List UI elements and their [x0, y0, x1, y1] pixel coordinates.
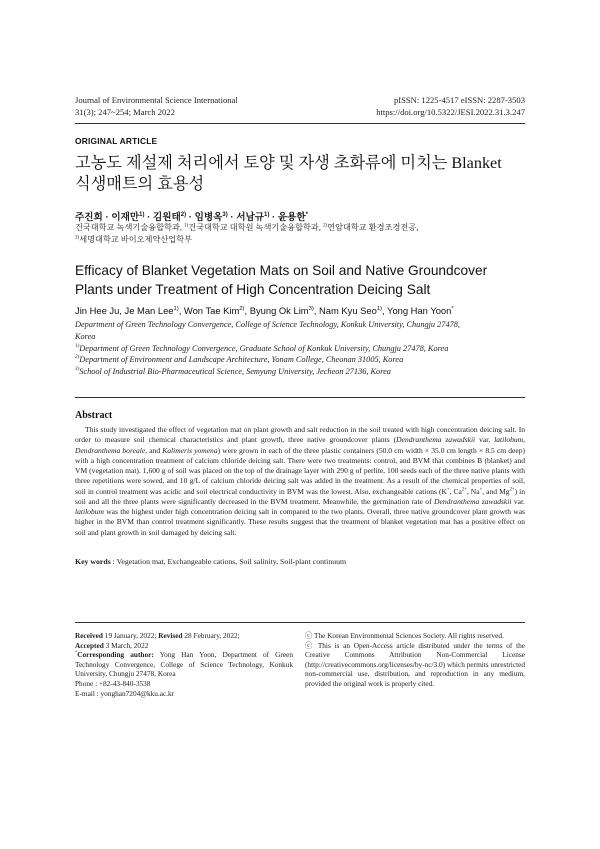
korean-title-line-1: 고농도 제설제 처리에서 토양 및 자생 초화류에 미치는 Blanket	[75, 154, 502, 172]
author-affil-mark: 3)	[308, 305, 314, 312]
korean-authors	[75, 209, 308, 223]
email[interactable]: E-mail : yonghan7204@kku.ac.kr	[75, 688, 175, 698]
ion-charge: 2+	[461, 486, 467, 492]
english-author: Won Tae Kim	[183, 305, 240, 316]
affil-mark: 1)	[183, 222, 189, 229]
english-title	[75, 262, 530, 299]
author-affil-mark: *	[305, 211, 308, 218]
english-author: Yong Han Yoon	[387, 305, 452, 316]
author-separator: ·	[269, 212, 278, 223]
author-separator: ·	[102, 212, 112, 223]
affil-1	[75, 343, 525, 355]
ion-charge: 2+	[509, 486, 515, 492]
revised-date: 28 February, 2022;	[182, 631, 240, 640]
affil-main-line-1: Department of Green Technology Convergence, College of Science Technology, Konkuk University, Chungju 27478,	[75, 320, 460, 329]
author-affil-mark: 3)	[222, 211, 228, 218]
corr-mark: *	[75, 649, 78, 655]
abstract-body	[75, 425, 525, 538]
author-affil-mark: 1)	[376, 305, 382, 312]
korean-author: 임병옥	[194, 212, 223, 223]
korean-affil: 건국대학교 녹색기술융합학과,	[75, 223, 184, 232]
species-name: Kalimeris yomena	[162, 445, 218, 455]
english-title-line-2: Plants under Treatment of High Concentration Deicing Salt	[75, 281, 431, 297]
korean-affiliations	[75, 222, 525, 245]
species-name: Dendranthema zawadskii	[434, 496, 512, 506]
issn: pISSN: 1225-4517 eISSN: 2287-3503	[393, 95, 525, 105]
accepted-date: 3 March, 2022	[103, 640, 149, 650]
journal-header-right	[376, 95, 525, 118]
author-affil-mark: 2)	[239, 305, 245, 312]
received-date: 19 January, 2022;	[102, 631, 159, 640]
korean-author: 서남규	[236, 212, 265, 223]
corr-text: Yong Han Yoon, Department of Green Technology Convergence, College of Science Technology, Konkuk University, Chungju 27478, Korea	[75, 650, 293, 679]
dates-line-2	[75, 641, 293, 651]
affil-mark: 2)	[322, 222, 328, 229]
affil-3	[75, 366, 525, 378]
affil-text: Department of Environment and Landscape Architecture, Yonam College, Cheonan 31005, Korea	[79, 355, 404, 365]
korean-author: 이재만	[111, 212, 140, 223]
affil-text: School of Industrial Bio-Pharmaceutical Science, Semyung University, Jecheon 27136, Korea	[79, 367, 391, 377]
corr-label: Corresponding author:	[77, 650, 154, 660]
korean-affil: 건국대학교 대학원 녹색기술융합학과,	[188, 223, 323, 232]
species-name: Dendranthema zawadskii	[396, 435, 476, 445]
phone: Phone : +82-43-840-3538	[75, 678, 151, 688]
abstract-text: ) in soil and all the three plants were significantly decreased in the BVM treatment. Meanwhile, the germination rate of	[75, 486, 525, 506]
keywords	[75, 557, 525, 566]
affil-mark: 2)	[75, 354, 80, 361]
english-affiliations	[75, 319, 525, 378]
korean-title	[75, 153, 525, 195]
affil-mark: 3)	[75, 233, 80, 240]
korean-affil: 연암대학교 환경조경전공,	[327, 223, 419, 232]
english-authors: Jin Hee Ju, Je Man Lee$^{1)}$, Won Tae Kim$^{2)}$, Byung Ok Lim$^{3)}$, Nam Kyu Seo$^{1)}$, Yong Han Yoon*	[75, 305, 454, 316]
english-author: Jin Hee Ju	[75, 305, 120, 316]
dates-line-1	[75, 631, 293, 641]
section-label: ORIGINAL ARTICLE	[75, 136, 158, 146]
abstract-text: was the highest under high concentration deicing salt in compared to the two plants. Overall, three native groundcover plant growth was higher in the BVM than control treatment significantly. These results suggest that the treatment of blanket vegetation mat has a positive effect on soil and plant growth in soil damaged by deicing salt.	[75, 507, 525, 537]
corresponding-author	[75, 650, 293, 679]
journal-volume: 31(3); 247~254; March 2022	[75, 106, 175, 117]
affil-2	[75, 354, 525, 366]
abstract-text: , and Mg	[482, 486, 510, 496]
ion-charge: +	[479, 486, 483, 492]
abstract-text: var.	[475, 435, 495, 445]
korean-author: 윤용한	[277, 212, 306, 223]
english-author: Byung Ok Lim	[249, 305, 309, 316]
affil-main-line-2: Korea	[75, 331, 96, 341]
english-author: Nam Kyu Seo	[318, 305, 377, 316]
journal-header-left	[75, 95, 238, 118]
korean-title-line-2: 식생매트의 효용성	[75, 175, 205, 193]
species-name: latilobum	[75, 507, 104, 516]
author-affil-mark: 1)	[139, 211, 145, 218]
journal-name: Journal of Environmental Science International	[75, 95, 238, 105]
footer-license	[305, 631, 525, 689]
affil-mark: 3)	[75, 366, 80, 373]
ion-charge: +	[446, 486, 450, 492]
abstract-text: , Na	[466, 486, 480, 496]
author-affil-mark: 2)	[180, 211, 187, 218]
species-name: latilobum, Dendranthema boreale,	[75, 435, 526, 455]
abstract-text: var.	[511, 496, 526, 506]
korean-author: 주진희	[75, 212, 103, 223]
korean-affil-line-2	[75, 234, 525, 246]
received-label: Received	[75, 631, 103, 640]
author-affil-mark: 1)	[264, 211, 270, 218]
abstract-text: This study investigated the effect of vegetation mat on plant growth and salt reduction in the soil treated with high concentration deicing salt. In order to measure soil chemical characteristics and plant growth, three native groundcover plants (	[75, 425, 525, 445]
abstract-heading: Abstract	[75, 410, 113, 421]
author-affil-mark: *	[451, 305, 454, 312]
accepted-label: Accepted	[75, 640, 104, 650]
header-rule	[75, 123, 525, 124]
korean-affil: 세명대학교 바이오제약산업학부	[79, 234, 193, 244]
author-separator: ·	[144, 212, 153, 223]
author-separator: ·	[186, 212, 195, 223]
author-separator: ·	[227, 212, 237, 223]
keywords-text: : Vegetation mat, Exchangeable cations, Soil salinity, Soil-plant continuum	[110, 557, 347, 566]
copyright-text: ⓒ The Korean Environmental Sciences Society. All rights reserved.	[305, 631, 504, 640]
english-author: Je Man Lee	[124, 305, 174, 316]
abstract-text: ) were grown in each of the three plastic containers (50.0 cm width × 35.0 cm length × 8.5 cm deep) with a high concentration treatment of calcium chloride deicing salt. There were two treatments: control, and BVM that combines B (blanket) and VM (vegetation mat). 1,600 g of soil was placed on the top of the drainage layer with 290 g of perlite, 100 seeds each of the three native plants with three repetitions were sowed, and 10 g/L of calcium chloride deicing salt was added in the treatment. As a result of the chemical properties of soil, soil in control treatment was acidic and soil electrical conductivity in BVM was the lowest. Also, exchangeable cations (K	[75, 445, 525, 496]
affil-mark: 1)	[75, 342, 80, 349]
license-text: ⓒ This is an Open-Access article distributed under the terms of the Creative Commons Attribution Non-Commercial License (http://creativecommons.org/licenses/by-nc/3.0) which permits unrestricted non-commercial use, distribution, and reproduction in any medium, provided the original work is properly cited.	[305, 640, 525, 688]
footer-article-info	[75, 631, 293, 698]
abstract-text: , Ca	[449, 486, 462, 496]
doi-link[interactable]: https://doi.org/10.5322/JESI.2022.31.3.247	[376, 106, 525, 117]
english-title-line-1: Efficacy of Blanket Vegetation Mats on Soil and Native Groundcover	[75, 263, 488, 278]
author-affil-mark: 1)	[173, 305, 179, 312]
korean-affil-line-1	[75, 222, 525, 234]
korean-author: 김원태	[152, 212, 181, 223]
keywords-label: Key words	[75, 557, 111, 566]
affil-text: Department of Green Technology Convergence, Graduate School of Konkuk University, Chungju 27478, Korea	[79, 343, 449, 353]
footer-rule	[75, 622, 525, 623]
revised-label: Revised	[158, 631, 183, 640]
abstract-rule	[75, 397, 525, 398]
abstract-text: and	[147, 445, 163, 455]
